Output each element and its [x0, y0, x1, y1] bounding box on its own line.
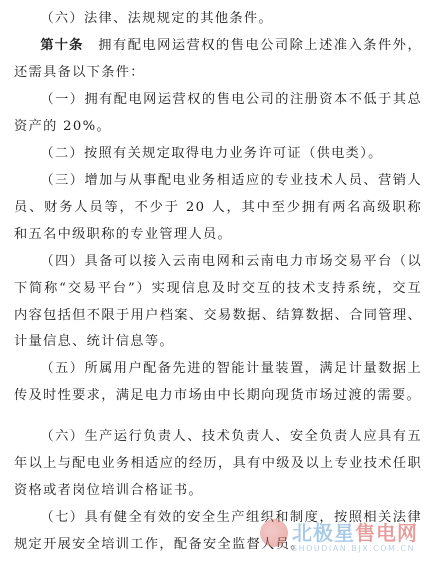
paragraph-item-7: （七）具有健全有效的安全生产组织和制度，按照相关法律规定开展安全培训工作，配备安全监督人员。 [14, 510, 422, 552]
watermark-icon [260, 519, 288, 547]
paragraph-item-5: （五）所属用户配备先进的智能计量装置，满足计量数据上传及时性要求，满足电力市场由中长期向现货市场过渡的需要。 [14, 361, 422, 403]
paragraph-article-10 [0, 33, 434, 87]
article-label: 第十条 [40, 38, 84, 53]
watermark-logo [258, 515, 428, 561]
paragraph-item-6: （六）生产运行负责人、技术负责人、安全负责人应具有五年以上与配电业务相适应的经历，具有中级及以上专业技术任职资格或者岗位培训合格证书。 [14, 429, 422, 498]
watermark-brand-part1: 北极星 [292, 521, 355, 545]
watermark-brand [292, 517, 418, 546]
watermark-url: SHOUDIAN.BJX.COM.CN [292, 544, 416, 553]
paragraph-item-2: （二）按照有关规定取得电力业务许可证（供电类）。 [40, 146, 383, 161]
paragraph-item-3: （三）增加与从事配电业务相适应的专业技术人员、营销人员、财务人员等，不少于 20 人，其中至少拥有两名高级职称和五名中级职称的专业管理人员。 [14, 173, 422, 242]
paragraph-item-4: （四）具备可以接入云南电网和云南电力市场交易平台（以下简称“交易平台”）实现信息及时交互的技术支持系统，交互内容包括但不限于用户档案、交易数据、结算数据、合同管理、计量信息、统计信息等。 [14, 254, 422, 350]
paragraph-condition-6: （六）法律、法规规定的其他条件。 [40, 11, 273, 26]
article-text: 拥有配电网运营权的售电公司除上述准入条件外，还需具备以下条件： [14, 38, 422, 80]
watermark-brand-part2: 售电网 [355, 521, 418, 545]
paragraph-item-1: （一）拥有配电网运营权的售电公司的注册资本不低于其总资产的 20%。 [14, 92, 422, 134]
